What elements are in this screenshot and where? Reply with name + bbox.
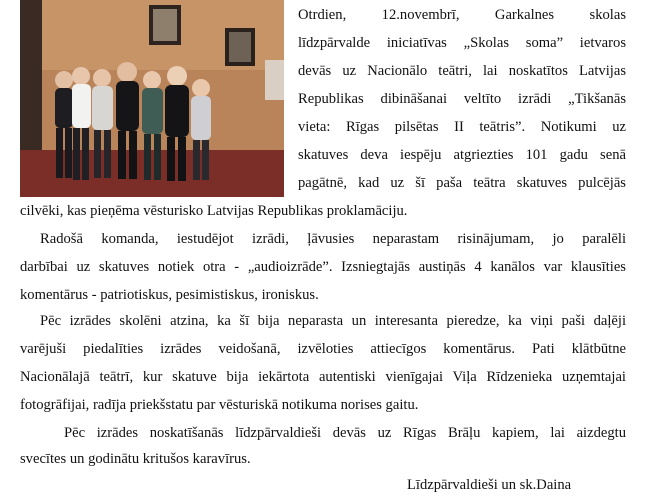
paragraph-4-line-1: Pēc izrādes noskatīšanās līdzpārvaldieši devās uz Rīgas Brāļu kapiem, lai aizdegtu	[64, 425, 626, 441]
article-line-4: Republikas dibināšanai veltīto izrādi „Tikšanās	[298, 91, 626, 107]
paragraph-4-line-2: svecītes un godinātu kritušos karavīrus.	[20, 451, 251, 467]
paragraph-3-line-4: fotogrāfijai, radīja priekšstatu par vēsturiskā notikuma norises gaitu.	[20, 397, 419, 413]
article-line-5: vieta: Rīgas pilsētas II teātris”. Notikumi uz	[298, 119, 626, 135]
paragraph-1-tail: cilvēki, kas pieņēma vēsturisko Latvijas Republikas proklamāciju.	[20, 203, 408, 219]
paragraph-3-line-2: varējuši piedalīties izrādes veidošanā, izvēloties attiecīgos komentārus. Pati klātbūtne	[20, 341, 626, 357]
group-photo	[20, 0, 284, 197]
paragraph-2-line-2: darbībai uz skatuves notiek otra - „audioizrāde”. Izsniegtajās austiņās 4 kanālos var klausīties	[20, 259, 626, 275]
article-line-7: pagātnē, kad uz šī paša teātra skatuves pulcējās	[298, 175, 626, 191]
article-line-6: skatuves deva iespēju atgriezties 101 gadu senā	[298, 147, 626, 163]
paragraph-3-line-3: Nacionālajā teātrī, kur skatuve bija iekārtota autentiski vienīgajai Viļa Rīdzenieka uzņemtajai	[20, 369, 626, 385]
paragraph-2-line-3: komentārus - patriotiskus, pesimistiskus, ironiskus.	[20, 287, 319, 303]
article-line-1: Otrdien, 12.novembrī, Garkalnes skolas	[298, 7, 626, 23]
article-line-2: līdzpārvalde iniciatīvas „Skolas soma” ietvaros	[298, 35, 626, 51]
article-line-3: devās uz Nacionālo teātri, lai noskatītos Latvijas	[298, 63, 626, 79]
paragraph-2-line-1: Radošā komanda, iestudējot izrādi, ļāvusies neparastam risinājumam, jo paralēli	[40, 231, 626, 247]
paragraph-3-line-1: Pēc izrādes skolēni atzina, ka šī bija neparasta un interesanta pieredze, ka viņi paši daļēji	[40, 313, 626, 329]
article-signature: Līdzpārvaldieši un sk.Daina	[407, 477, 572, 493]
